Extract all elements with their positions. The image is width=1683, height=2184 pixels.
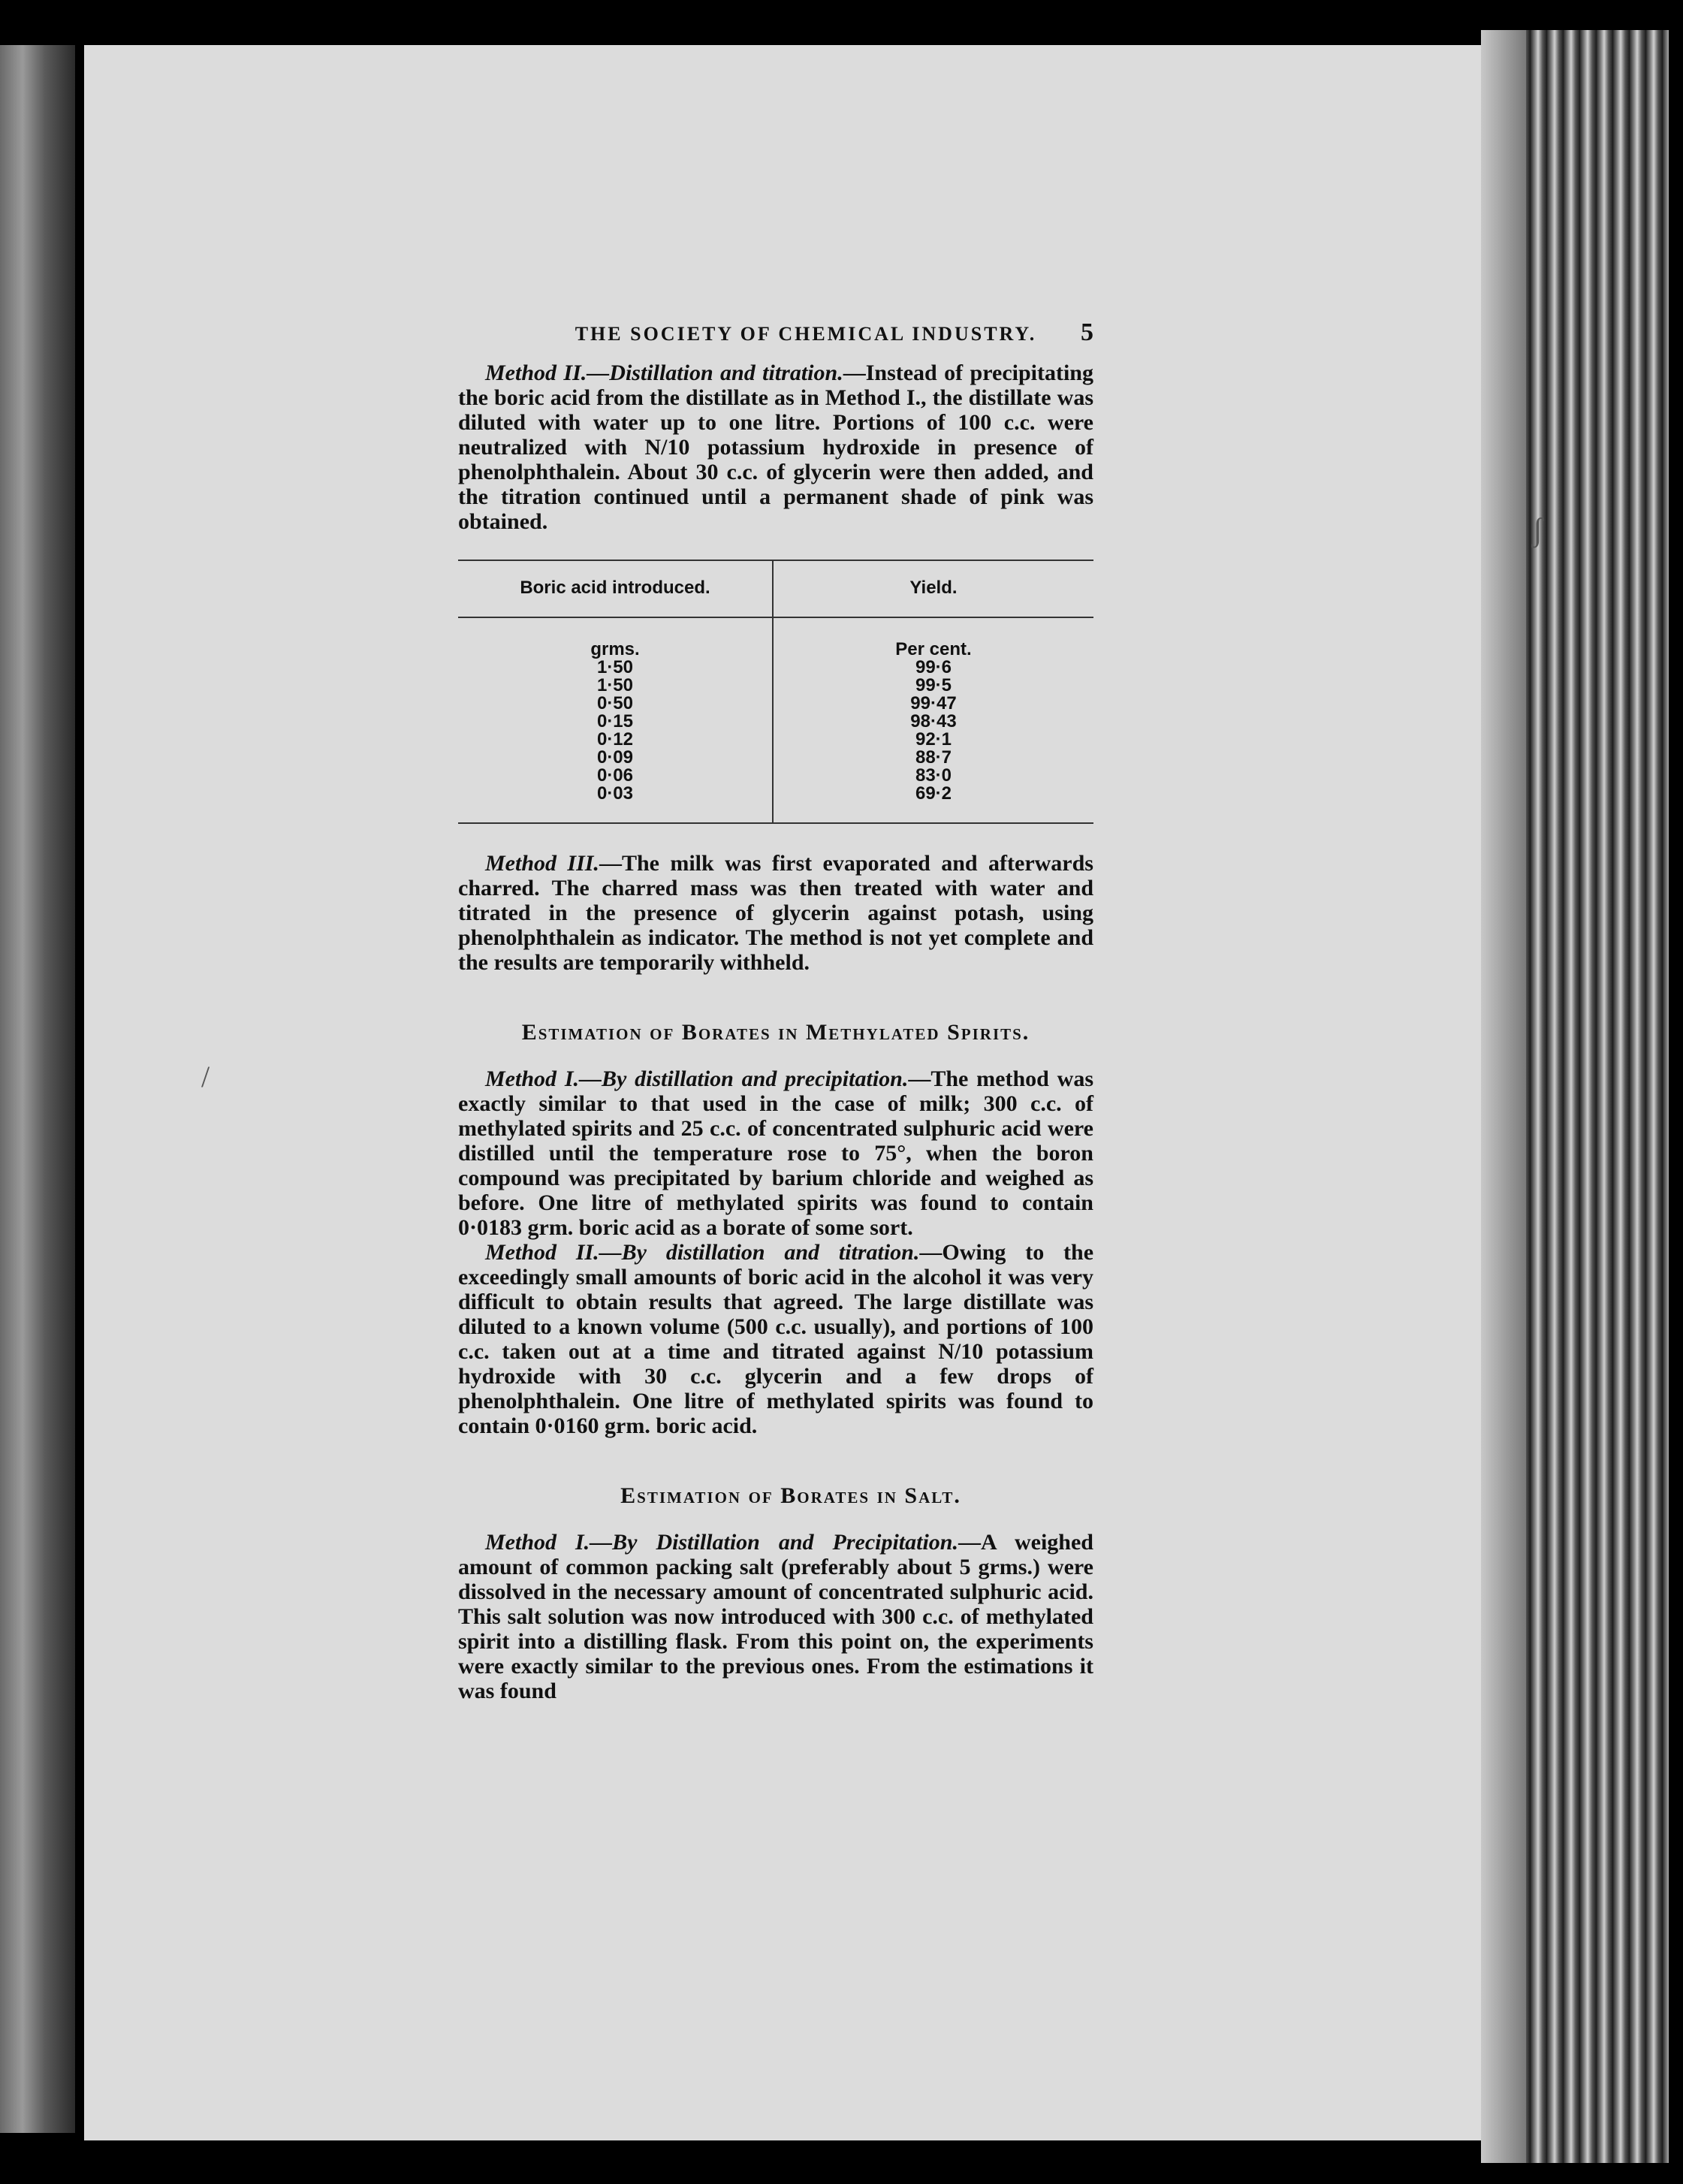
running-head <box>458 318 1093 360</box>
method-label: Method III. <box>485 851 599 876</box>
table-cell: 99·5 <box>915 675 952 695</box>
table-header-boric-acid: Boric acid introduced. <box>458 560 773 617</box>
table-header-row <box>458 560 1093 617</box>
paragraph-text: —The method was exactly similar to that used in the case of milk; 300 c.c. of methylated spirits and 25 c.c. of concentrated sulphuric acid were distilled until the temperature rose to 75°, when the boron compound was precipitated by barium chloride and weighed as before. One litre of methylated spirits was found to contain 0·0183 grm. boric acid as a borate of some sort. <box>458 1066 1093 1240</box>
section-heading-methylated-spirits: Estimation of Borates in Methylated Spirits. <box>521 1020 1030 1045</box>
results-table <box>458 560 1093 824</box>
table-column-yield <box>773 617 1093 823</box>
left-page-edge <box>0 45 75 2133</box>
table-cell: 0·09 <box>596 747 634 768</box>
running-head-title: THE SOCIETY OF CHEMICAL INDUSTRY. <box>575 323 1037 345</box>
paragraph-text: —The milk was first evaporated and afterwards charred. The charred mass was then treated with water and titrated in the presence of glycerin against potash, using phenolphthalein as indicator. The method is not yet complete and the results are temporarily withheld. <box>458 851 1093 975</box>
paragraph-text: —A weighed amount of common packing salt (preferably about 5 grms.) were dissolved in the necessary amount of concentrated sulphuric acid. This salt solution was now introduced with 300 c.c. of methylated spirit into a distilling flask. From this point on, the experiments were exactly similar to the previous ones. From the estimations it was found <box>458 1530 1093 1703</box>
section-heading-salt: Estimation of Borates in Salt. <box>620 1483 961 1508</box>
unit-label: Per cent. <box>895 639 972 659</box>
right-page-shadow <box>1481 30 1526 2163</box>
paragraph-method-3 <box>458 851 1093 975</box>
margin-mark-icon: ʃ <box>1532 511 1543 548</box>
paragraph-method-2 <box>458 360 1093 534</box>
method-label: Method II.—By distillation and titration. <box>485 1240 920 1265</box>
table-cell: 0·12 <box>596 729 634 750</box>
method-label: Method I.—By distillation and precipitation. <box>485 1066 909 1091</box>
table-cell: 69·2 <box>915 783 952 804</box>
paragraph-spirits-method-1 <box>458 1066 1093 1240</box>
stray-mark-icon: / <box>201 1060 210 1094</box>
page-content <box>458 318 1094 1703</box>
table-cell: 0·06 <box>596 765 634 786</box>
table-cell: 92·1 <box>915 729 952 750</box>
table-header-yield: Yield. <box>773 560 1093 617</box>
table-cell: 99·47 <box>910 693 957 713</box>
table-cell: 99·6 <box>915 657 952 677</box>
paragraph-spirits-method-2 <box>458 1240 1093 1438</box>
table-cell: 0·03 <box>596 783 634 804</box>
paragraph-text: —Owing to the exceedingly small amounts of boric acid in the alcohol it was very difficult to obtain results that agreed. The large distillate was diluted to a known volume (500 c.c. usually), and portions of 100 c.c. taken out at a time and titrated against N/10 potassium hydroxide with 30 c.c. glycerin and a few drops of phenolphthalein. One litre of methylated spirits was found to contain 0·0160 grm. boric acid. <box>458 1240 1094 1438</box>
unit-label: grms. <box>590 639 640 659</box>
table-cell: 98·43 <box>910 711 957 732</box>
table-row <box>458 617 1093 823</box>
table-cell: 88·7 <box>915 747 952 768</box>
method-label: Method I.—By Distillation and Precipitation. <box>485 1530 958 1555</box>
table-column-boric-acid <box>458 617 773 823</box>
table-cell: 83·0 <box>915 765 952 786</box>
table-cell: 0·50 <box>596 693 634 713</box>
method-label: Method II.—Distillation and titration. <box>485 360 843 385</box>
page-number: 5 <box>1081 318 1093 346</box>
table-cell: 1·50 <box>596 657 634 677</box>
paragraph-text: —Instead of precipitating the boric acid from the distillate as in Method I., the distillate was diluted with water up to one litre. Portions of 100 c.c. were neutralized with N/10 potassium hydroxide in presence of phenolphthalein. About 30 c.c. of glycerin were then added, and the titration continued until a permanent shade of pink was obtained. <box>458 360 1093 534</box>
table-cell: 1·50 <box>596 675 634 695</box>
paragraph-salt-method-1 <box>458 1530 1093 1703</box>
table-cell: 0·15 <box>596 711 634 732</box>
